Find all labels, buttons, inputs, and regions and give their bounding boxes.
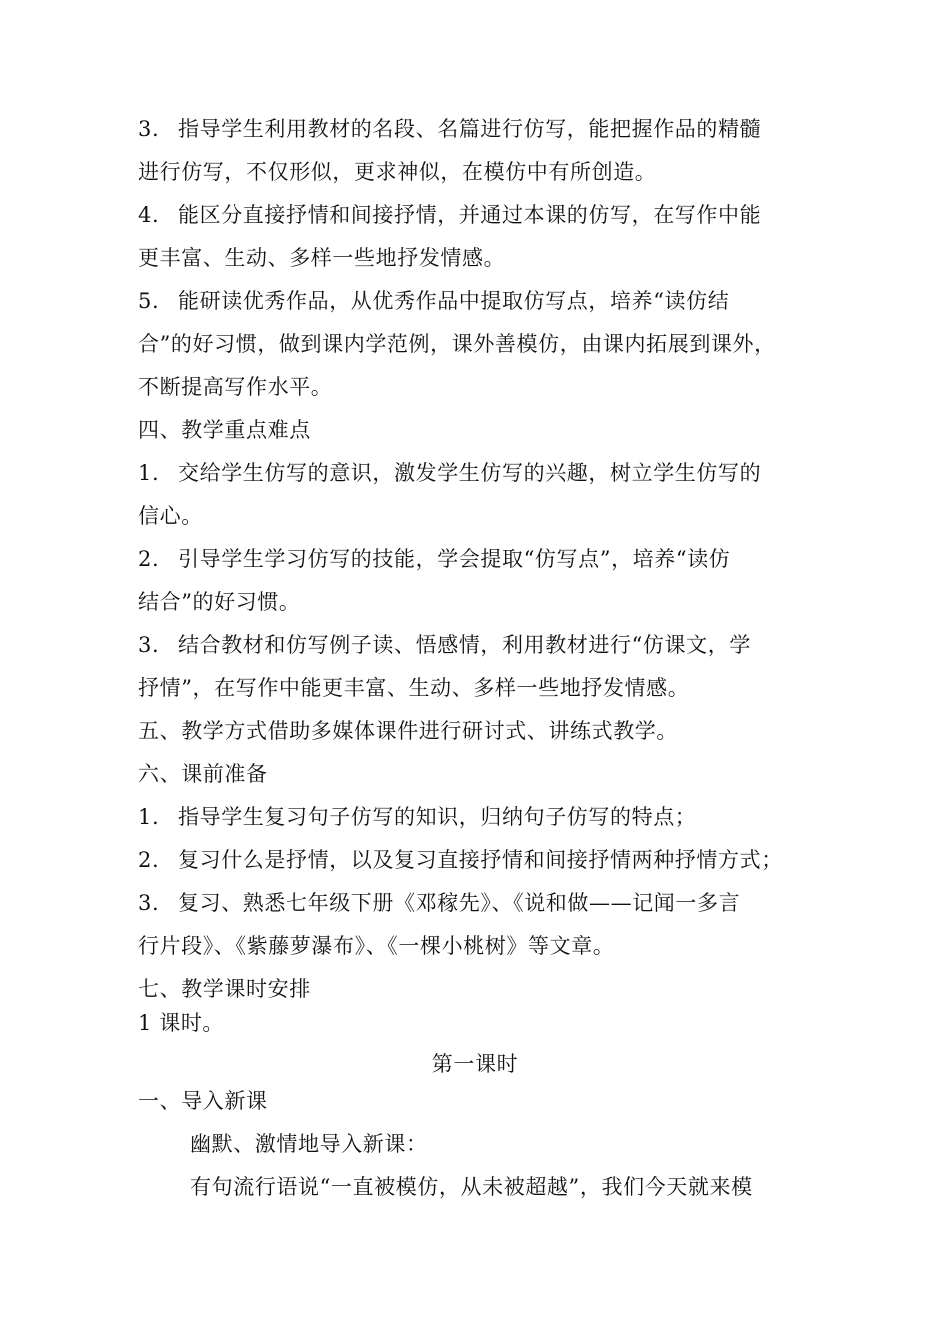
- item-number: 4.: [138, 203, 160, 227]
- paragraph-line: 更丰富、生动、多样一些地抒发情感。: [138, 246, 506, 270]
- item-number: 1.: [138, 461, 160, 485]
- list-item: [138, 545, 730, 573]
- item-text: 交给学生仿写的意识，激发学生仿写的兴趣，树立学生仿写的: [178, 461, 762, 485]
- paragraph-line: 合”的好习惯，做到课内学范例，课外善模仿，由课内拓展到课外，: [138, 332, 776, 356]
- list-item: [138, 631, 751, 659]
- list-item: [138, 889, 740, 917]
- paragraph-line: 幽默、激情地导入新课：: [190, 1132, 428, 1156]
- item-text: 复习什么是抒情，以及复习直接抒情和间接抒情两种抒情方式；: [178, 848, 783, 872]
- section-heading: 六、课前准备: [138, 762, 268, 786]
- item-text: 指导学生复习句子仿写的知识，归纳句子仿写的特点；: [178, 805, 697, 829]
- list-item: [138, 459, 761, 487]
- list-item: [138, 287, 729, 315]
- item-text: 指导学生利用教材的名段、名篇进行仿写，能把握作品的精髓: [178, 117, 762, 141]
- list-item: [138, 115, 761, 143]
- list-item: [138, 846, 783, 874]
- paragraph-line: 进行仿写，不仅形似，更求神似，在模仿中有所创造。: [138, 160, 657, 184]
- item-text: 复习、熟悉七年级下册《邓稼先》、《说和做——记闻一多言: [178, 891, 741, 915]
- item-number: 2.: [138, 547, 160, 571]
- item-number: 3.: [138, 891, 160, 915]
- section-heading: 一、导入新课: [138, 1089, 268, 1113]
- item-text: 引导学生学习仿写的技能，学会提取“仿写点”，培养“读仿: [178, 547, 731, 571]
- item-number: 3.: [138, 117, 160, 141]
- paragraph-line: 1 课时。: [138, 1011, 225, 1035]
- lesson-title: 第一课时: [431, 1052, 519, 1076]
- paragraph-line: 抒情”，在写作中能更丰富、生动、多样一些地抒发情感。: [138, 676, 690, 700]
- paragraph-line: 行片段》、《紫藤萝瀑布》、《一棵小桃树》等文章。: [138, 934, 615, 958]
- section-heading: 七、教学课时安排: [138, 977, 311, 1001]
- paragraph-line: 有句流行语说“一直被模仿，从未被超越”，我们今天就来模: [190, 1175, 753, 1199]
- list-item: [138, 803, 696, 831]
- paragraph-line: 结合”的好习惯。: [138, 590, 301, 614]
- item-number: 3.: [138, 633, 160, 657]
- paragraph-line: 信心。: [138, 504, 203, 528]
- item-number: 2.: [138, 848, 160, 872]
- item-number: 1.: [138, 805, 160, 829]
- item-text: 能研读优秀作品，从优秀作品中提取仿写点，培养“读仿结: [178, 289, 730, 313]
- item-text: 结合教材和仿写例子读、悟感情，利用教材进行“仿课文，学: [178, 633, 751, 657]
- section-heading: 四、教学重点难点: [138, 418, 311, 442]
- section-heading: 五、教学方式借助多媒体课件进行研讨式、讲练式教学。: [138, 719, 678, 743]
- list-item: [138, 201, 761, 229]
- paragraph-line: 不断提高写作水平。: [138, 375, 333, 399]
- item-number: 5.: [138, 289, 160, 313]
- item-text: 能区分直接抒情和间接抒情，并通过本课的仿写，在写作中能: [178, 203, 762, 227]
